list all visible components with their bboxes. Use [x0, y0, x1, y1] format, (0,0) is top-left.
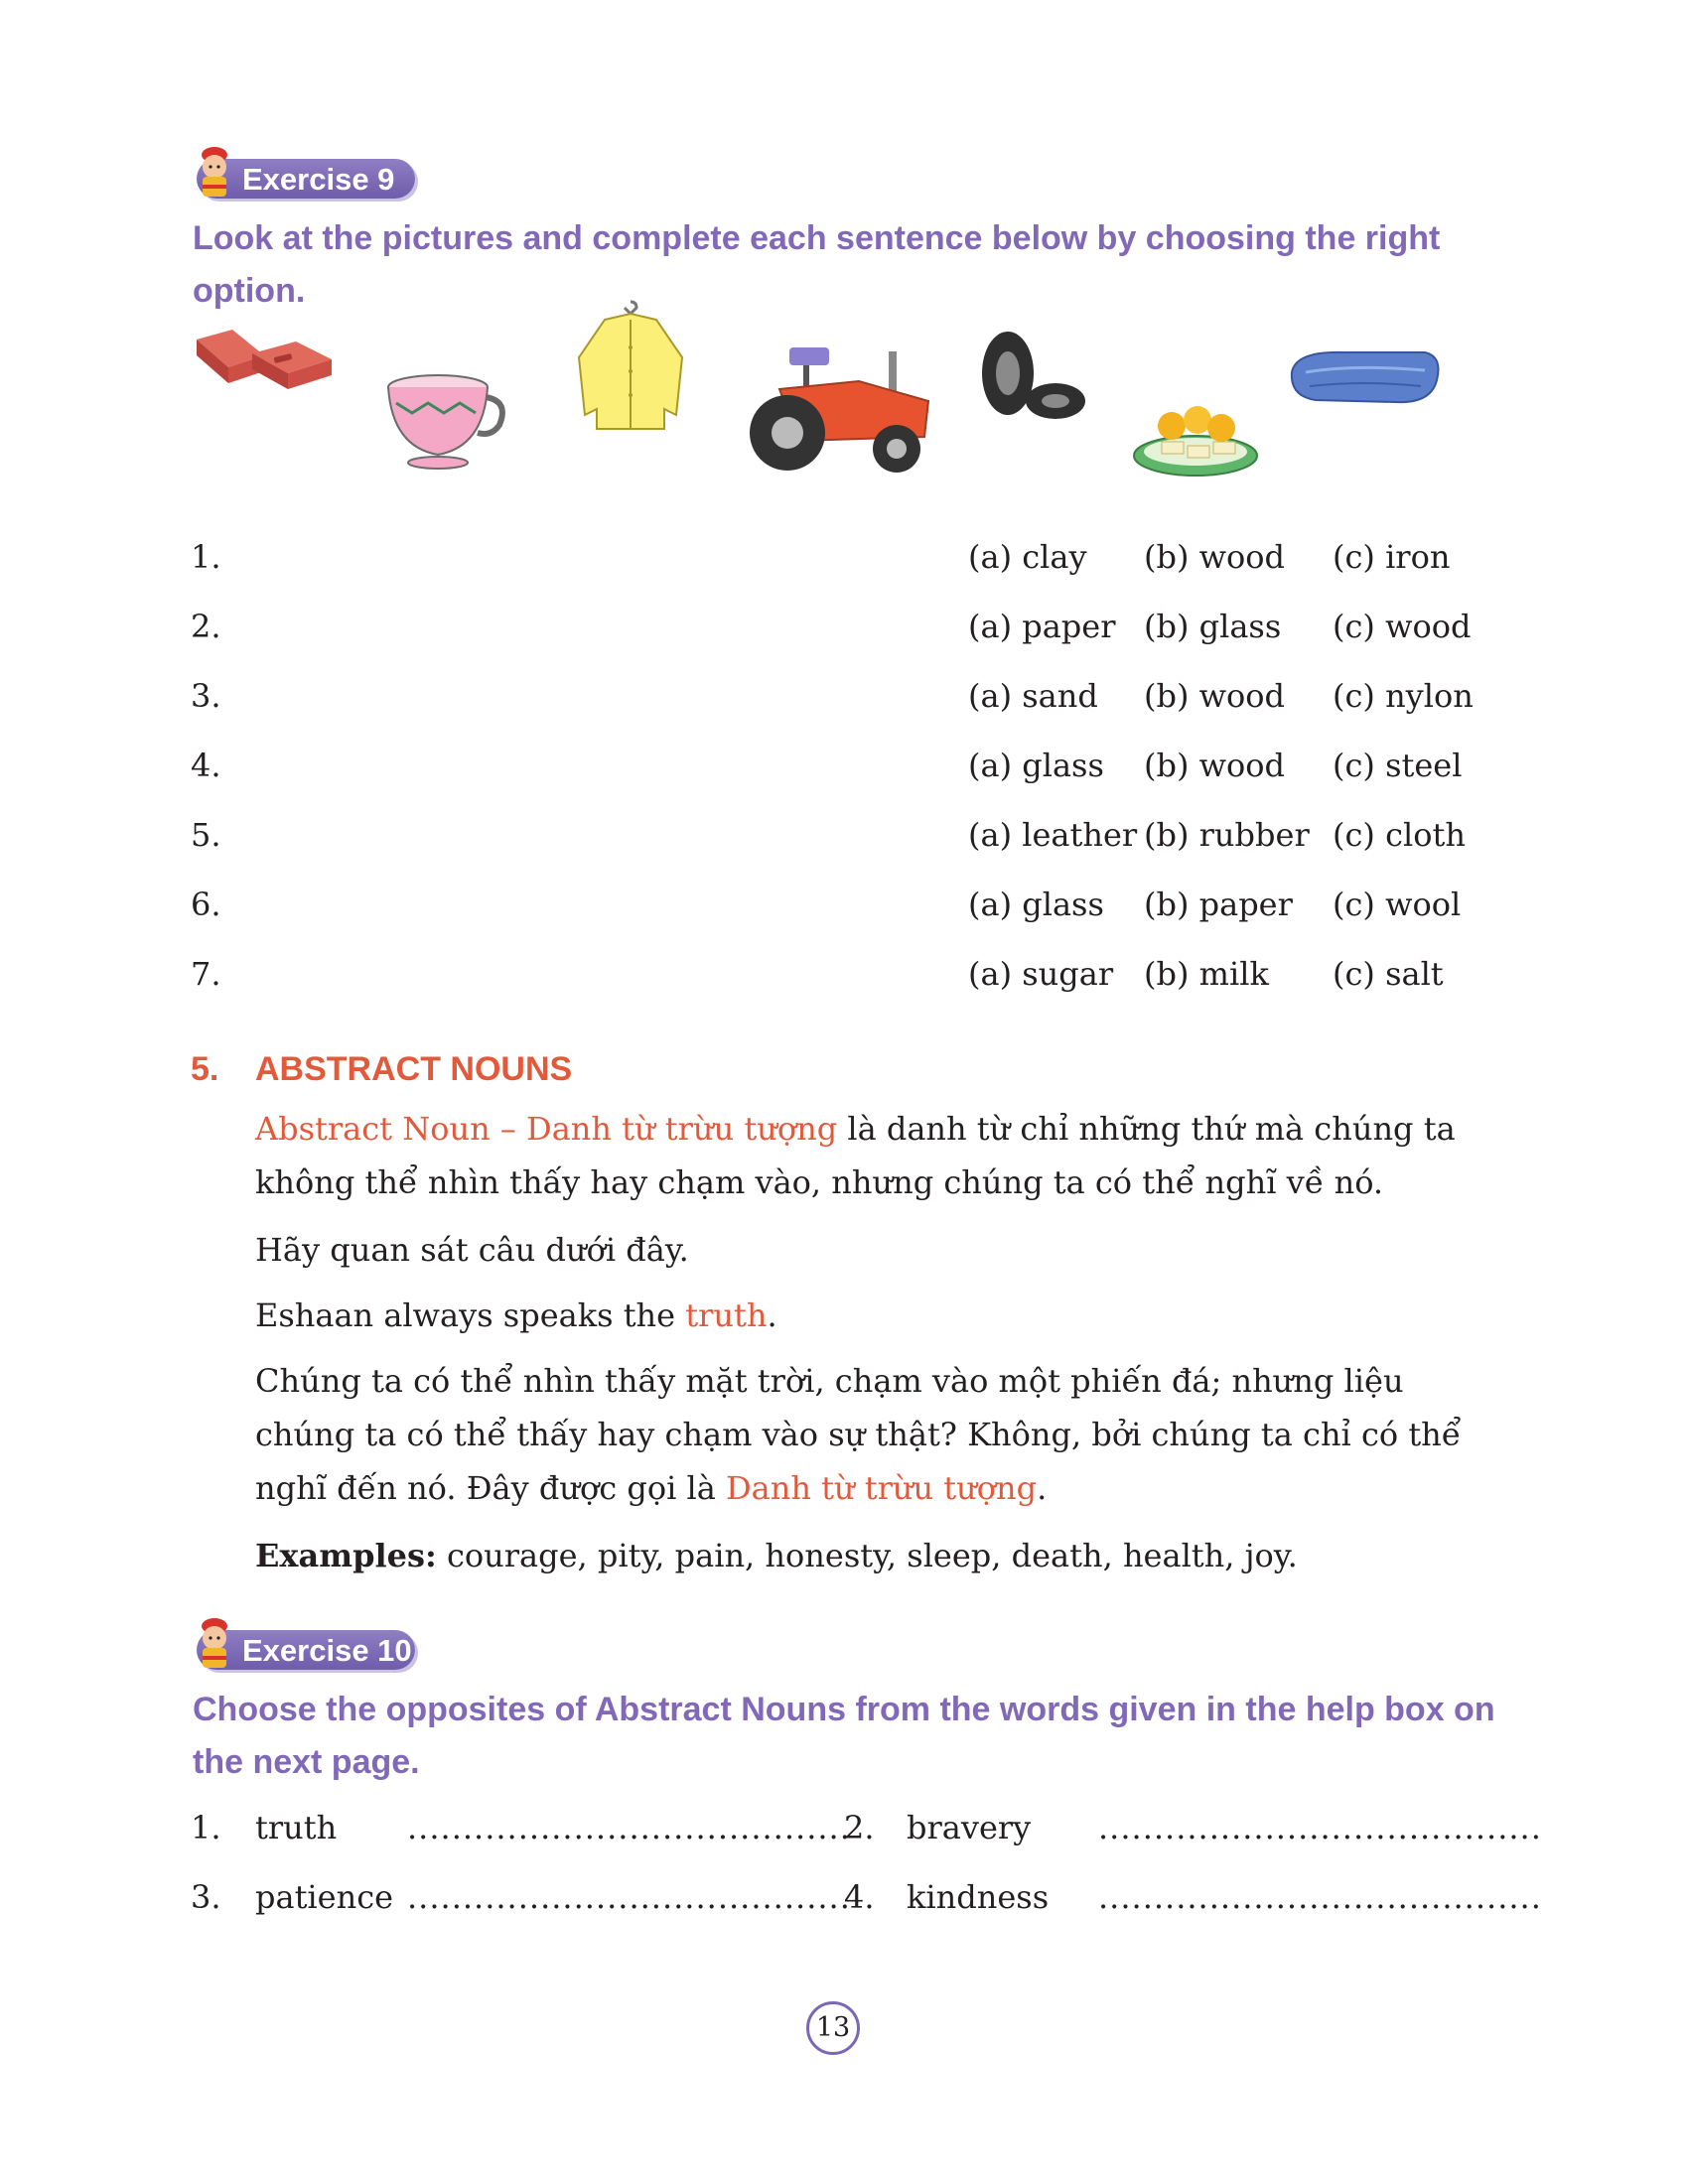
option-c[interactable]: (c) wood: [1333, 608, 1472, 645]
option-a[interactable]: (a) clay: [968, 538, 1087, 576]
row-number: 2.: [191, 608, 221, 645]
bricks-icon: [193, 326, 338, 395]
option-b[interactable]: (b) paper: [1144, 886, 1293, 923]
exercise-9-row-7: [191, 955, 1521, 1005]
item-number: 1.: [191, 1809, 221, 1846]
tractor-icon: [740, 338, 938, 477]
exercise-9-row-2: [191, 608, 1521, 657]
examples-line: [255, 1529, 1506, 1582]
item-word: bravery: [907, 1809, 1032, 1846]
boy-mascot-icon: [193, 143, 236, 205]
row-number: 5.: [191, 816, 221, 854]
example-sentence: Eshaan always speaks the truth.: [255, 1297, 777, 1334]
option-c[interactable]: (c) nylon: [1333, 677, 1474, 715]
exercise-9-row-4: [191, 747, 1521, 796]
option-a[interactable]: (a) glass: [968, 886, 1104, 923]
option-b[interactable]: (b) wood: [1144, 538, 1286, 576]
row-number: 7.: [191, 955, 221, 993]
examples-label: Examples:: [255, 1537, 437, 1574]
blanket-icon: [1286, 342, 1445, 412]
exercise-9-row-6: [191, 886, 1521, 935]
tyres-icon: [978, 328, 1087, 427]
definition-text: là danh từ chỉ những thứ mà chúng ta không thể nhìn thấy hay chạm vào, nhưng chúng ta có thể nghĩ về nó.: [255, 1110, 1456, 1201]
item-number: 3.: [191, 1878, 221, 1916]
option-a[interactable]: (a) sand: [968, 677, 1098, 715]
option-b[interactable]: (b) wood: [1144, 677, 1286, 715]
explanation-paragraph: Chúng ta có thể nhìn thấy mặt trời, chạm vào một phiến đá; nhưng liệu chúng ta có thể thấy hay chạm vào sự thật? Không, bởi chúng ta chỉ có thể nghĩ đến nó. Đây được gọi là Danh từ trừu tượng.: [255, 1362, 1462, 1507]
exercise-10-label: Exercise 10: [242, 1633, 412, 1668]
option-b[interactable]: (b) milk: [1144, 955, 1269, 993]
option-b[interactable]: (b) rubber: [1144, 816, 1310, 854]
item-word: truth: [255, 1809, 338, 1846]
item-number: 2.: [844, 1809, 875, 1846]
exercise-10-badge: [193, 1628, 427, 1674]
shirt-icon: [571, 298, 690, 437]
option-a[interactable]: (a) sugar: [968, 955, 1114, 993]
boy-mascot-icon: [193, 1614, 236, 1676]
item-number: 4.: [844, 1878, 875, 1916]
answer-blank[interactable]: ........................................: [407, 1878, 851, 1916]
option-c[interactable]: (c) wool: [1333, 886, 1462, 923]
section-number: 5.: [191, 1050, 219, 1088]
row-number: 1.: [191, 538, 221, 576]
option-c[interactable]: (c) steel: [1333, 747, 1463, 784]
page-number: 13: [806, 2001, 860, 2055]
definition-paragraph: [255, 1102, 1506, 1209]
exercise-10-instruction: Choose the opposites of Abstract Nouns from the words given in the help box on the next page.: [193, 1691, 1495, 1781]
item-word: kindness: [907, 1878, 1050, 1916]
observe-instruction: Hãy quan sát câu dưới đây.: [255, 1231, 689, 1269]
section-title: ABSTRACT NOUNS: [255, 1050, 573, 1088]
option-c[interactable]: (c) cloth: [1333, 816, 1466, 854]
exercise-9-row-5: [191, 816, 1521, 866]
answer-blank[interactable]: ........................................: [1098, 1878, 1542, 1916]
option-c[interactable]: (c) iron: [1333, 538, 1451, 576]
option-c[interactable]: (c) salt: [1333, 955, 1444, 993]
exercise-9-instruction: Look at the pictures and complete each sentence below by choosing the right option.: [193, 219, 1441, 310]
highlight-word-truth: truth: [685, 1297, 768, 1334]
option-b[interactable]: (b) wood: [1144, 747, 1286, 784]
option-a[interactable]: (a) leather: [968, 816, 1138, 854]
exercise-9-row-1: [191, 538, 1521, 588]
examples-list: courage, pity, pain, honesty, sleep, death, health, joy.: [436, 1537, 1298, 1574]
teacup-icon: [382, 367, 511, 477]
definition-term: Abstract Noun – Danh từ trừu tượng: [255, 1110, 838, 1148]
item-word: patience: [255, 1878, 394, 1916]
row-number: 4.: [191, 747, 221, 784]
row-number: 3.: [191, 677, 221, 715]
exercise-9-badge: [193, 157, 427, 203]
exercise-9-label: Exercise 9: [242, 162, 395, 197]
answer-blank[interactable]: ........................................: [1098, 1809, 1542, 1846]
answer-blank[interactable]: ........................................: [407, 1809, 851, 1846]
option-b[interactable]: (b) glass: [1144, 608, 1282, 645]
row-number: 6.: [191, 886, 221, 923]
option-a[interactable]: (a) paper: [968, 608, 1116, 645]
highlight-term: Danh từ trừu tượng: [725, 1469, 1038, 1507]
exercise-9-row-3: [191, 677, 1521, 727]
sweets-icon: [1132, 402, 1261, 481]
option-a[interactable]: (a) glass: [968, 747, 1104, 784]
